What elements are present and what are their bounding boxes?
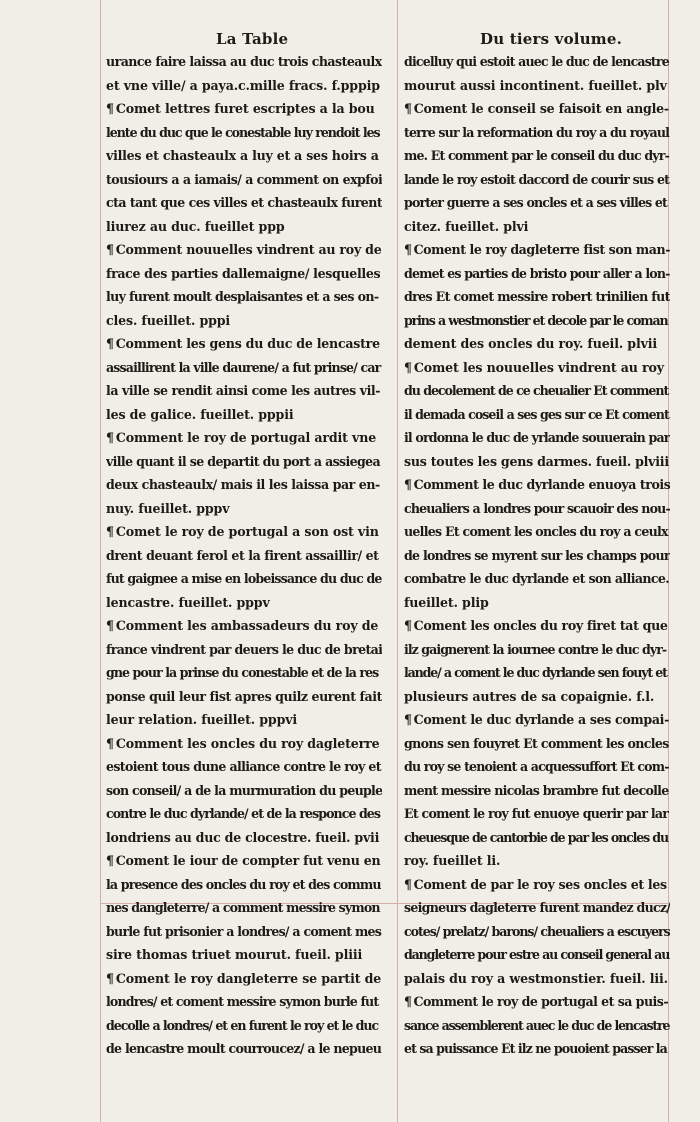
toc-line: tousiours a a iamais/ a comment on expfoi	[106, 171, 382, 187]
toc-line: nuy. fueillet. pppv	[106, 500, 230, 516]
toc-line: demet es parties de bristo pour aller a lon-	[404, 265, 670, 281]
toc-entry-first-line: ¶ Comment le duc dyrlande enuoya trois	[404, 473, 670, 497]
toc-entry-first-line: ¶ Coment le roy dagleterre fist son man-	[404, 238, 670, 262]
toc-line: nes dangleterre/ a comment messire symon	[106, 900, 380, 915]
toc-line: sus toutes les gens darmes. fueil. plviii	[404, 453, 669, 469]
toc-line: Et coment le roy fut enuoye querir par lar	[404, 806, 669, 821]
toc-line: du roy se tenoient a acquessuffort Et com-	[404, 759, 669, 774]
toc-line: dres Et comet messire robert trinilien fut	[404, 289, 670, 304]
toc-line: villes et chasteaulx a luy et a ses hoirs a	[106, 148, 379, 163]
toc-line: ville quant il se departit du port a assiegea	[106, 453, 381, 469]
toc-line: la ville se rendit ainsi come les autres vil-	[106, 383, 381, 398]
toc-line: fueillet. plip	[404, 594, 489, 610]
toc-entry-first-line: ¶ Comet les nouuelles vindrent au roy	[404, 356, 670, 380]
column-rule-center	[397, 0, 398, 1122]
toc-line: de londres se myrent sur les champs pour	[404, 547, 670, 563]
toc-line: lencastre. fueillet. pppv	[106, 594, 270, 610]
running-head-right: Du tiers volume.	[480, 30, 623, 48]
toc-line: leur relation. fueillet. pppvi	[106, 712, 298, 727]
toc-line: cta tant que ces villes et chasteaulx furent	[106, 195, 382, 210]
toc-line: il ordonna le duc de yrlande souuerain par	[404, 430, 670, 445]
toc-line: cheualiers a londres pour scauoir des nou-	[404, 500, 670, 516]
toc-entry-first-line: ¶ Comet le roy de portugal a son ost vin	[106, 520, 382, 544]
toc-line: dicelluy qui estoit auec le duc de lencastre	[404, 54, 669, 69]
toc-line: lente du duc que le conestable luy rendoit les	[106, 124, 380, 140]
toc-line: liurez au duc. fueillet ppp	[106, 218, 285, 234]
toc-entry-first-line: ¶ Coment le roy dangleterre se partit de	[106, 967, 382, 991]
toc-line: assaillirent la ville daurene/ a fut prinse/ car	[106, 359, 381, 375]
toc-line: et vne ville/ a paya.c.mille fracs. f.pppip	[106, 77, 380, 93]
toc-line: du decolement de ce cheualier Et comment	[404, 383, 669, 398]
toc-line: gne pour la prinse du conestable et de la res	[106, 665, 379, 680]
toc-entry-first-line: ¶ Coment les oncles du roy firet tat que	[404, 614, 670, 638]
toc-line: frace des parties dallemaigne/ lesquelles	[106, 265, 381, 281]
toc-line: burle fut prisonier a londres/ a coment mes	[106, 923, 382, 939]
toc-line: gnons sen fouyret Et comment les oncles	[404, 735, 669, 751]
toc-entry-first-line: ¶ Coment le duc dyrlande a ses compai-	[404, 708, 670, 732]
toc-entry-first-line: ¶ Coment le iour de compter fut venu en	[106, 849, 382, 873]
toc-line: dement des oncles du roy. fueil. plvii	[404, 336, 658, 351]
toc-entry-first-line: ¶ Comment nouuelles vindrent au roy de	[106, 238, 382, 262]
toc-entry-first-line: ¶ Comment le roy de portugal et sa puis-	[404, 990, 670, 1014]
toc-line: et sa puissance Et ilz ne pouoient passer la	[404, 1041, 667, 1056]
toc-line: lande/ a coment le duc dyrlande sen fouyt et	[404, 665, 667, 680]
toc-line: fut gaignee a mise en lobeissance du duc de	[106, 571, 382, 586]
toc-entry-first-line: ¶ Comet lettres furet escriptes a la bou	[106, 97, 382, 121]
toc-line: urance faire laissa au duc trois chasteaulx	[106, 54, 382, 69]
toc-line: plusieurs autres de sa copaignie. f.l.	[404, 688, 655, 704]
toc-line: palais du roy a westmonstier. fueil. lii.	[404, 970, 668, 986]
toc-line: ponse quil leur fist apres quilz eurent fait	[106, 688, 382, 704]
toc-line: roy. fueillet li.	[404, 853, 501, 868]
toc-line: porter guerre a ses oncles et a ses villes et	[404, 195, 668, 210]
toc-entry-first-line: ¶ Coment le conseil se faisoit en angle-	[404, 97, 670, 121]
toc-line: dangleterre pour estre au conseil general au	[404, 947, 670, 962]
toc-line: france vindrent par deuers le duc de bretai	[106, 641, 382, 657]
toc-line: citez. fueillet. plvi	[404, 218, 529, 234]
toc-line: cotes/ prelatz/ barons/ cheualiers a escuyers	[404, 923, 670, 939]
toc-line: terre sur la reformation du roy a du royaul	[404, 124, 670, 140]
toc-line: de lencastre moult courroucez/ a le nepueu	[106, 1041, 382, 1056]
toc-line: la presence des oncles du roy et des commu	[106, 876, 381, 892]
toc-line: les de galice. fueillet. pppii	[106, 406, 294, 422]
toc-entry-first-line: ¶ Comment les gens du duc de lencastre	[106, 332, 382, 356]
toc-line: contre le duc dyrlande/ et de la responce des	[106, 806, 381, 821]
toc-line: londres/ et coment messire symon burle fut	[106, 994, 379, 1009]
toc-line: ilz gaignerent la iournee contre le duc dyr-	[404, 641, 667, 657]
running-head-left: La Table	[216, 30, 289, 48]
toc-line: me. Et comment par le conseil du duc dyr-	[404, 148, 669, 163]
toc-line: lande le roy estoit daccord de courir sus et	[404, 171, 670, 187]
margin-rule-left	[100, 0, 101, 1122]
toc-line: son conseil/ a de la murmuration du peuple	[106, 782, 382, 798]
toc-line: ment messire nicolas brambre fut decolle	[404, 782, 669, 798]
toc-line: mourut aussi incontinent. fueillet. plv	[404, 77, 667, 93]
toc-line: cheuesque de cantorbie de par les oncles du	[404, 829, 668, 845]
toc-line: seigneurs dagleterre furent mandez ducz/	[404, 900, 670, 915]
toc-line: decolle a londres/ et en furent le roy et le duc	[106, 1017, 379, 1033]
toc-line: prins a westmonstier et decole par le coman	[404, 312, 668, 328]
toc-line: uelles Et coment les oncles du roy a ceulx	[404, 524, 668, 539]
toc-line: combatre le duc dyrlande et son alliance.	[404, 571, 669, 586]
toc-entry-first-line: ¶ Coment de par le roy ses oncles et les	[404, 873, 670, 897]
table-of-contents-left-column	[106, 50, 382, 1061]
toc-entry-first-line: ¶ Comment le roy de portugal ardit vne	[106, 426, 382, 450]
table-of-contents-right-column	[404, 50, 670, 1061]
toc-line: londriens au duc de clocestre. fueil. pvii	[106, 829, 380, 845]
toc-entry-first-line: ¶ Comment les ambassadeurs du roy de	[106, 614, 382, 638]
toc-line: il demada coseil a ses ges sur ce Et coment	[404, 406, 669, 422]
toc-line: drent deuant ferol et la firent assaillir/ et	[106, 547, 379, 563]
toc-line: sance assemblerent auec le duc de lencastre	[404, 1017, 670, 1033]
toc-line: estoient tous dune alliance contre le roy et	[106, 759, 381, 774]
toc-line: cles. fueillet. pppi	[106, 312, 231, 328]
toc-entry-first-line: ¶ Comment les oncles du roy dagleterre	[106, 732, 382, 756]
toc-line: luy furent moult desplaisantes et a ses on-	[106, 289, 379, 304]
toc-line: deux chasteaulx/ mais il les laissa par en-	[106, 477, 380, 492]
toc-line: sire thomas triuet mourut. fueil. pliii	[106, 947, 363, 962]
